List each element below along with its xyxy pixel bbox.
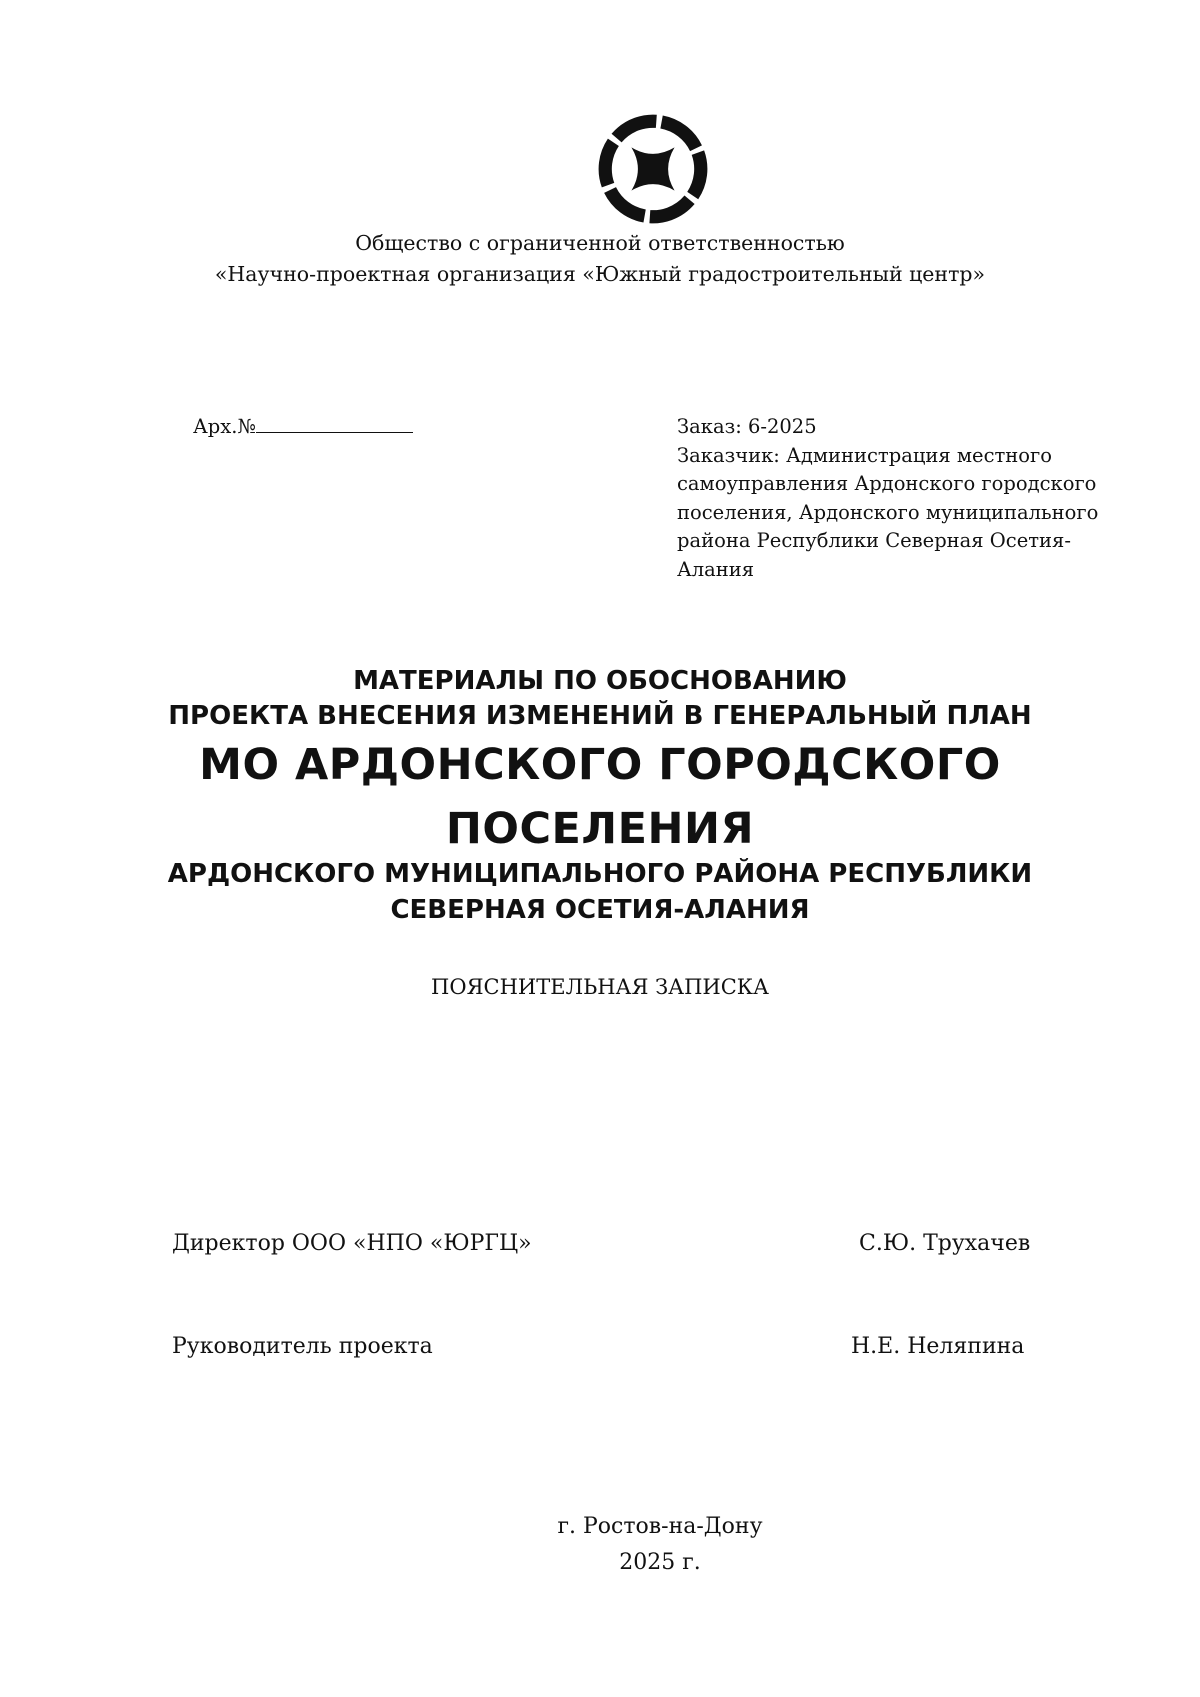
project-manager-name: Н.Е. Неляпина (851, 1334, 1025, 1359)
archive-number (193, 413, 413, 442)
year: 2025 г. (619, 1550, 701, 1575)
archive-number-blank (256, 413, 413, 433)
title-line1: МАТЕРИАЛЫ ПО ОБОСНОВАНИЮ (353, 666, 847, 696)
title-line4: ПОСЕЛЕНИЯ (445, 804, 755, 854)
city: г. Ростов-на-Дону (557, 1514, 763, 1539)
customer-line: района Республики Северная Осетия- (677, 529, 1071, 552)
document-type: ПОЯСНИТЕЛЬНАЯ ЗАПИСКА (431, 975, 769, 999)
customer-line: самоуправления Ардонского городского (677, 472, 1097, 495)
title-line2: ПРОЕКТА ВНЕСЕНИЯ ИЗМЕНЕНИЙ В ГЕНЕРАЛЬНЫЙ ПЛАН (168, 701, 1032, 731)
customer-line: Алания (677, 557, 755, 581)
project-manager-role: Руководитель проекта (172, 1334, 433, 1359)
title-line6: СЕВЕРНАЯ ОСЕТИЯ-АЛАНИЯ (390, 895, 810, 925)
archive-label: Арх.№ (193, 415, 256, 438)
director-name: С.Ю. Трухачев (859, 1231, 1031, 1256)
order-block (677, 413, 1127, 584)
organization-name-line1: Общество с ограниченной ответственностью (355, 231, 845, 255)
customer-line: поселения, Ардонского муниципального (677, 500, 1099, 524)
organization-name-line2: «Научно-проектная организация «Южный градостроительный центр» (214, 262, 986, 286)
company-logo-icon (592, 108, 714, 230)
customer-line: Заказчик: Администрация местного (677, 443, 1052, 467)
title-line3: МО АРДОНСКОГО ГОРОДСКОГО (199, 740, 1001, 790)
title-line5: АРДОНСКОГО МУНИЦИПАЛЬНОГО РАЙОНА РЕСПУБЛИКИ (167, 859, 1033, 889)
order-number: Заказ: 6-2025 (677, 415, 817, 438)
director-role: Директор ООО «НПО «ЮРГЦ» (172, 1231, 532, 1256)
